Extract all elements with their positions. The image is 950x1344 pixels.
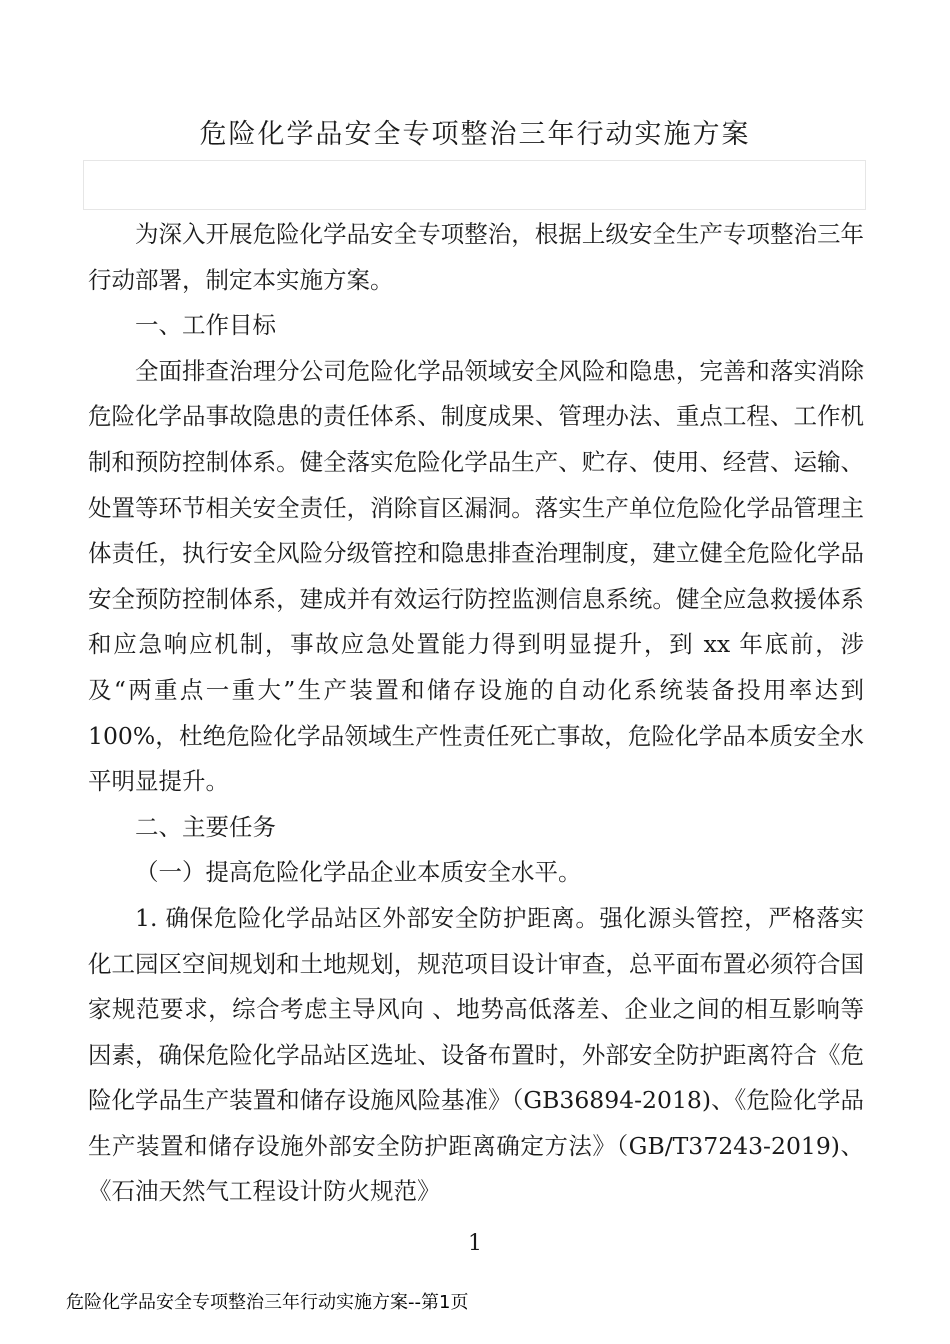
- page-number: 1: [468, 1231, 482, 1256]
- intro-paragraph: 为深入开展危险化学品安全专项整治，根据上级安全生产专项整治三年行动部署，制定本实施方案。: [88, 220, 864, 294]
- goals-paragraph: 全面排查治理分公司危险化学品领域安全风险和隐患，完善和落实消除危险化学品事故隐患的责任体系、制度成果、管理办法、重点工程、工作机制和预防控制体系。健全落实危险化学品生产、贮存、使用、经营、运输、处置等环节相关安全责任，消除盲区漏洞。落实生产单位危险化学品管理主体责任，执行安全风险分级管控和隐患排查治理制度，建立健全危险化学品安全预防控制体系，建成并有效运行防控监测信息系统。健全应急救援体系和应急响应机制，事故应急处置能力得到明显提升，到 xx 年底前，涉及“两重点一重大”生产装置和储存设施的自动化系统装备投用率达到 100%，杜绝危险化学品领域生产性责任死亡事故，危险化学品本质安全水平明显提升。: [88, 356, 864, 796]
- task-paragraph: 1. 确保危险化学品站区外部安全防护距离。强化源头管控，严格落实化工园区空间规划和土地规划，规范项目设计审查，总平面布置必须符合国家规范要求，综合考虑主导风向 、地势高低落差、企业之间的相互影响等因素，确保危险化学品站区选址、设备布置时，外部安全防护距离符合《危险化学品生产装置和储存设施风险基准》（GB36894-2018)、《危险化学品生产装置和储存设施外部安全防护距离确定方法》（GB/T37243-2019)、《石油天然气工程设计防火规范》: [88, 903, 864, 1206]
- section-heading-goals: 一、工作目标: [135, 311, 276, 340]
- document-body: [88, 212, 864, 1215]
- subsection-heading: （一）提高危险化学品企业本质安全水平。: [135, 858, 582, 887]
- section-heading-tasks: 二、主要任务: [135, 812, 276, 841]
- page-footer: 危险化学品安全专项整治三年行动实施方案--第1页: [66, 1292, 469, 1313]
- document-title: 危险化学品安全专项整治三年行动实施方案: [199, 119, 751, 150]
- title-frame: [83, 160, 866, 210]
